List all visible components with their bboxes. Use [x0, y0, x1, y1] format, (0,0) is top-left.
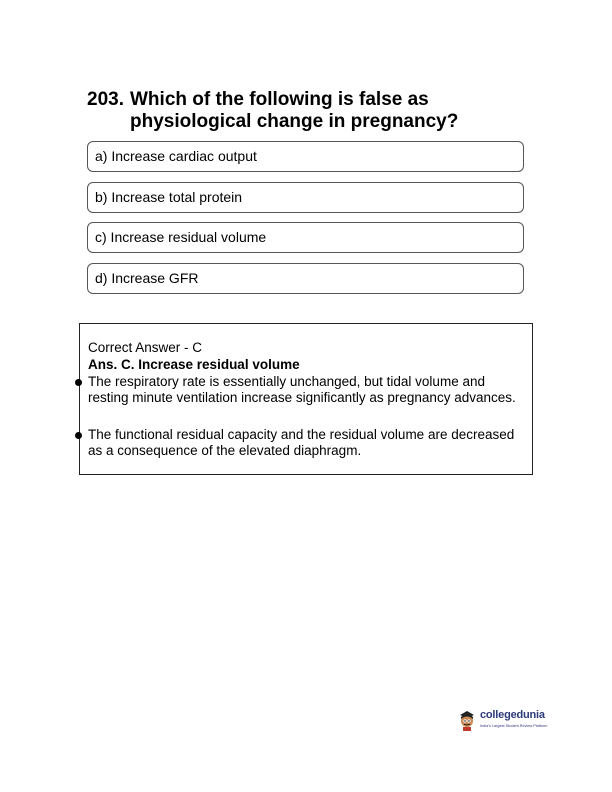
- logo-brand-text: collegedunia: [480, 709, 545, 721]
- option-b[interactable]: b) Increase total protein: [87, 182, 524, 213]
- option-a[interactable]: a) Increase cardiac output: [87, 141, 524, 172]
- answer-heading: Ans. C. Increase residual volume: [88, 357, 300, 372]
- option-d[interactable]: d) Increase GFR: [87, 263, 524, 294]
- option-c[interactable]: c) Increase residual volume: [87, 222, 524, 253]
- correct-answer-line: Correct Answer - C: [88, 340, 203, 355]
- bullet-icon: [75, 432, 82, 439]
- logo-tagline: India's Largest Student Review Platform: [480, 724, 548, 728]
- bullet-text: The functional residual capacity and the residual volume are decreased as a consequence of the elevated diaphragm.: [88, 427, 515, 458]
- bullet-icon: [75, 379, 82, 386]
- mascot-icon: [457, 709, 477, 731]
- question-number: 203.: [87, 89, 124, 110]
- bullet-text: The respiratory rate is essentially unchanged, but tidal volume and resting minute ventilation increase significantly as pregnancy advances.: [88, 374, 516, 405]
- question-text: Which of the following is false as physiological change in pregnancy?: [130, 89, 459, 132]
- collegedunia-logo: [457, 707, 557, 737]
- answer-explanation-box: [79, 323, 533, 475]
